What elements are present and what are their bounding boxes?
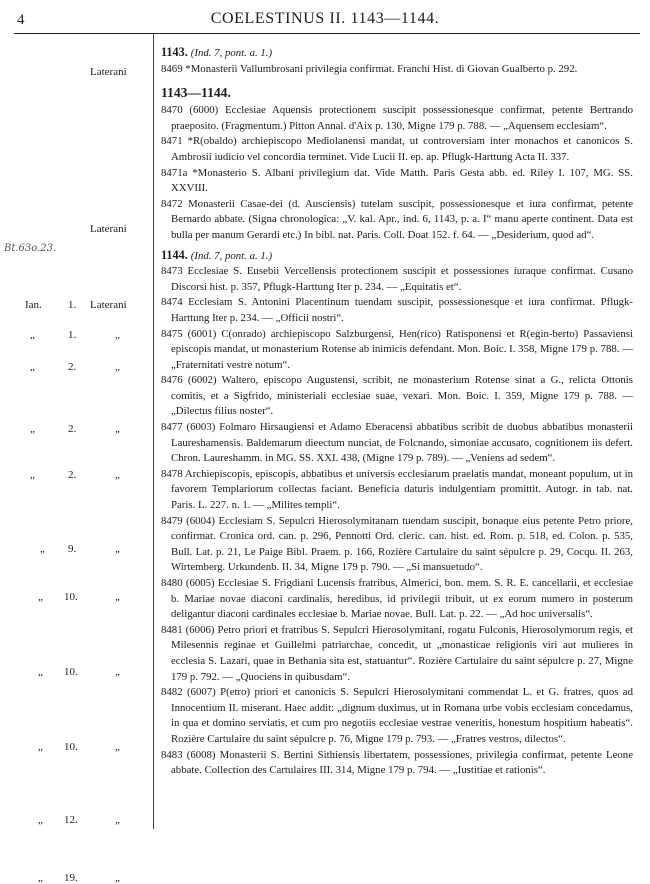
entry-8482: 8482 (6007) P(etro) priori et canonicis S. Sepulcri Hierosolymitani commendat L. et G. fratres, quos ad Innocentium II. miserant. Haec addit: „dignum duximus, ut in Romana urbe vobis ecclesiam concedamus, in qua et domino serviatis, et cum pro negotiis ecclesiae vestrae veneritis, honestum hospitium habeatis“. Rozière Cartulaire du saint sépulcre p. 76, Migne 179 p. 793. — „Fratres vestros, dilectos“. bbox=[161, 686, 633, 745]
month-label: Ian. bbox=[25, 299, 42, 311]
ditto-mark: „ bbox=[115, 872, 120, 884]
place-laterani: Laterani bbox=[90, 223, 127, 235]
ditto-mark: „ bbox=[38, 591, 43, 603]
running-header bbox=[0, 0, 650, 32]
day-label: 10. bbox=[64, 666, 78, 678]
entry-8470: 8470 (6000) Ecclesiae Aquensis protectionem suscipit possessionesque confirmat, petente Bertrando praeposito. (Fragmentum.) Pitton Annal. d'Aix p. 130, Migne 179 p. 788. — „Aquensem ecclesiam“. bbox=[161, 104, 633, 132]
entry-8480: 8480 (6005) Ecclesiae S. Frigdiani Lucensis fratribus, Almerici, bon. mem. S. R. E. cancellarii, et ecclesiae b. Mariae novae diaconi cardinalis, heredibus, id privilegii tribuit, ut ex eorum numero in posterum deligantur diaconi cardinales ecclesiae b. Mariae novae. Bull. Lat. p. 22. — „Ad hoc universalis“. bbox=[161, 577, 633, 621]
entry-8473: 8473 Ecclesiae S. Eusebii Vercellensis protectionem suscipit et possessiones iuraque confirmat. Cusano Discorsi hist. p. 357, Pflugk-Harttung Iter p. 234. — „Equitatis et“. bbox=[161, 265, 633, 293]
running-title: COELESTINUS II. 1143—1144. bbox=[210, 10, 440, 27]
entry-8469: 8469 *Monasterii Vallumbrosani privilegia confirmat. Franchi Hist. di Giovan Gualberto p. 292. bbox=[161, 62, 578, 75]
day-label: 2. bbox=[68, 469, 77, 481]
day-label: 2. bbox=[68, 361, 77, 373]
ditto-mark: „ bbox=[115, 741, 120, 753]
ditto-mark: „ bbox=[115, 469, 120, 481]
entry-8471: 8471 *R(obaldo) archiepiscopo Mediolanensi mandat, ut controversiam inter monachos et canonicos S. Ambrosii iudicio vel concordia terminet. Vide Lucii II. ep. ap. Pflugk-Harttung Acta II. 337. bbox=[161, 135, 633, 163]
entry-8478: 8478 Archiepiscopis, episcopis, abbatibus et universis ecclesiarum praelatis mandat, moneant populum, ut in favorem Templariorum collectas faciant. Beneficia daturis indulgentiam promittit. Autogr. in tab. nat. Paris. L. 227. n. 1. — „Milites templi“. bbox=[161, 467, 633, 512]
section-heading-1144: 1144. (Ind. 7, pont. a. 1.) bbox=[161, 247, 273, 262]
ditto-mark: „ bbox=[115, 361, 120, 373]
ditto-mark: „ bbox=[30, 469, 35, 481]
ditto-mark: „ bbox=[30, 329, 35, 341]
entry-8481: 8481 (6006) Petro priori et fratribus S. Sepulcri Hierosolymitani, rogatu Fulconis, Hierosolymorum regis, et Milesennis reginae et Guillelmi patriarchae, concedit, ut „monasticae religionis viri aut mulieres in ecclesia S. Lazari, quae in Bethania sita est, statuantur“. Rozière Cartulaire du saint sépulcre p. 27, Migne 179 p. 792. — „Quociens in quibusdam“. bbox=[161, 623, 633, 683]
entry-8479: 8479 (6004) Ecclesiam S. Sepulcri Hierosolymitanam tuendam suscipit, bonaque eius petente Petro priore, confirmat. Cronica ord. can. p. 296, Pennotti Ord. cleric. can. hist. ed. Rom. p. 518, ed. Colon. p. 535, Bull. Lat. p. 21, Le Paige Bibl. Praem. p. 166, Rozière Cartulaire du saint sépulcre p. 29, Cocqu. II. 263, Wirtemberg. Urkundenb. II. 34, Migne 179 p. 790. — „Si mansuetudo“. bbox=[161, 514, 633, 574]
ditto-mark: „ bbox=[38, 872, 43, 884]
place-laterani: Laterani bbox=[90, 299, 127, 311]
page-number: 4 bbox=[17, 12, 25, 28]
regesta-column bbox=[161, 45, 633, 779]
header-rule bbox=[14, 33, 640, 34]
ditto-mark: „ bbox=[115, 423, 120, 435]
section-heading-1143: 1143. (Ind. 7, pont. a. 1.) bbox=[161, 45, 273, 59]
entry-8472: 8472 Monasterii Casae-dei (d. Ausciensis) tutelam suscipit, possessionesque et iura confirmat, petente Bernardo abbate. (Signa chronologica: „V. kal. Apr., ind. 6, 1143, p. a. I“ manu aperte continent. Data est bulla per manum Gerardi etc.) In bibl. nat. Paris. Coll. Doat 152. f. 64. — „Desiderium, quod ad“. bbox=[161, 197, 633, 241]
entry-8474: 8474 Ecclesiam S. Antonini Placentinum tuendam suscipit, possessionesque et iura confirmat. Pflugk-Harttung Iter p. 234. — „Officii nostri“. bbox=[161, 296, 633, 324]
entry-8477: 8477 (6003) Folmaro Hirsaugiensi et Adamo Eberacensi abbatibus scribit de duobus abbatibus monasterii Laureshamensis. Baldemarum dieectum nunciat, de Folcnando, simoniae accusato, cognitionem iis defert. Chron. Laureshamm. in MG. SS. XXI. 438, (Migne 179 p. 789). — „Veniens ad sedem“. bbox=[161, 421, 633, 465]
ditto-mark: „ bbox=[38, 741, 43, 753]
ditto-mark: „ bbox=[115, 814, 120, 826]
entry-8476: 8476 (6002) Waltero, episcopo Augustensi, scribit, ne monasterium Rotense sinat a G., relicta Ottonis comitis, et a Sigfrido, ministeriali ecclesiae suae, vexari. Mon. Boic. I. 359, Migne 179 p. 788. — „Dilectus filius noster“. bbox=[161, 374, 633, 418]
entry-8471a: 8471a *Monasterio S. Albani privilegium dat. Vide Matth. Paris Gesta abb. ed. Riley I. 107, MG. SS. XXVIII. bbox=[161, 166, 633, 195]
ditto-mark: „ bbox=[115, 591, 120, 603]
day-label: 10. bbox=[64, 591, 78, 603]
section-heading-1143-1144: 1143—1144. bbox=[161, 85, 231, 101]
ditto-mark: „ bbox=[40, 543, 45, 555]
ditto-mark: „ bbox=[115, 329, 120, 341]
entry-8475: 8475 (6001) C(onrado) archiepiscopo Salzburgensi, Hen(rico) Ratisponensi et R(egin-berto) Passaviensi episcopis mandat, ut monasterium Rotense ab inimicis defendant. Mon. Boic. I. 358, Migne 179 p. 788. — „Fraternitati vestre notum“. bbox=[161, 327, 633, 371]
ditto-mark: „ bbox=[30, 423, 35, 435]
ditto-mark: „ bbox=[38, 814, 43, 826]
handwritten-note: Bt.63o.23. bbox=[4, 243, 57, 254]
column-rule bbox=[153, 34, 154, 829]
ditto-mark: „ bbox=[115, 666, 120, 678]
ditto-mark: „ bbox=[38, 666, 43, 678]
day-label: 1. bbox=[68, 329, 77, 341]
entry-8483: 8483 (6008) Monasterii S. Bertini Sithiensis libertatem, possessiones, privilegia confirmat, petente Leone abbate. Collection des Cartulaires III. 314, Migne 179 p. 794. — „Iustitiae et rationis“. bbox=[161, 748, 633, 777]
day-label: 12. bbox=[64, 814, 78, 826]
place-laterani: Laterani bbox=[90, 66, 127, 78]
day-label: 1. bbox=[68, 299, 77, 311]
day-label: 19. bbox=[64, 872, 78, 884]
day-label: 2. bbox=[68, 423, 77, 435]
day-label: 9. bbox=[68, 543, 77, 555]
ditto-mark: „ bbox=[30, 361, 35, 373]
day-label: 10. bbox=[64, 741, 78, 753]
ditto-mark: „ bbox=[115, 543, 120, 555]
